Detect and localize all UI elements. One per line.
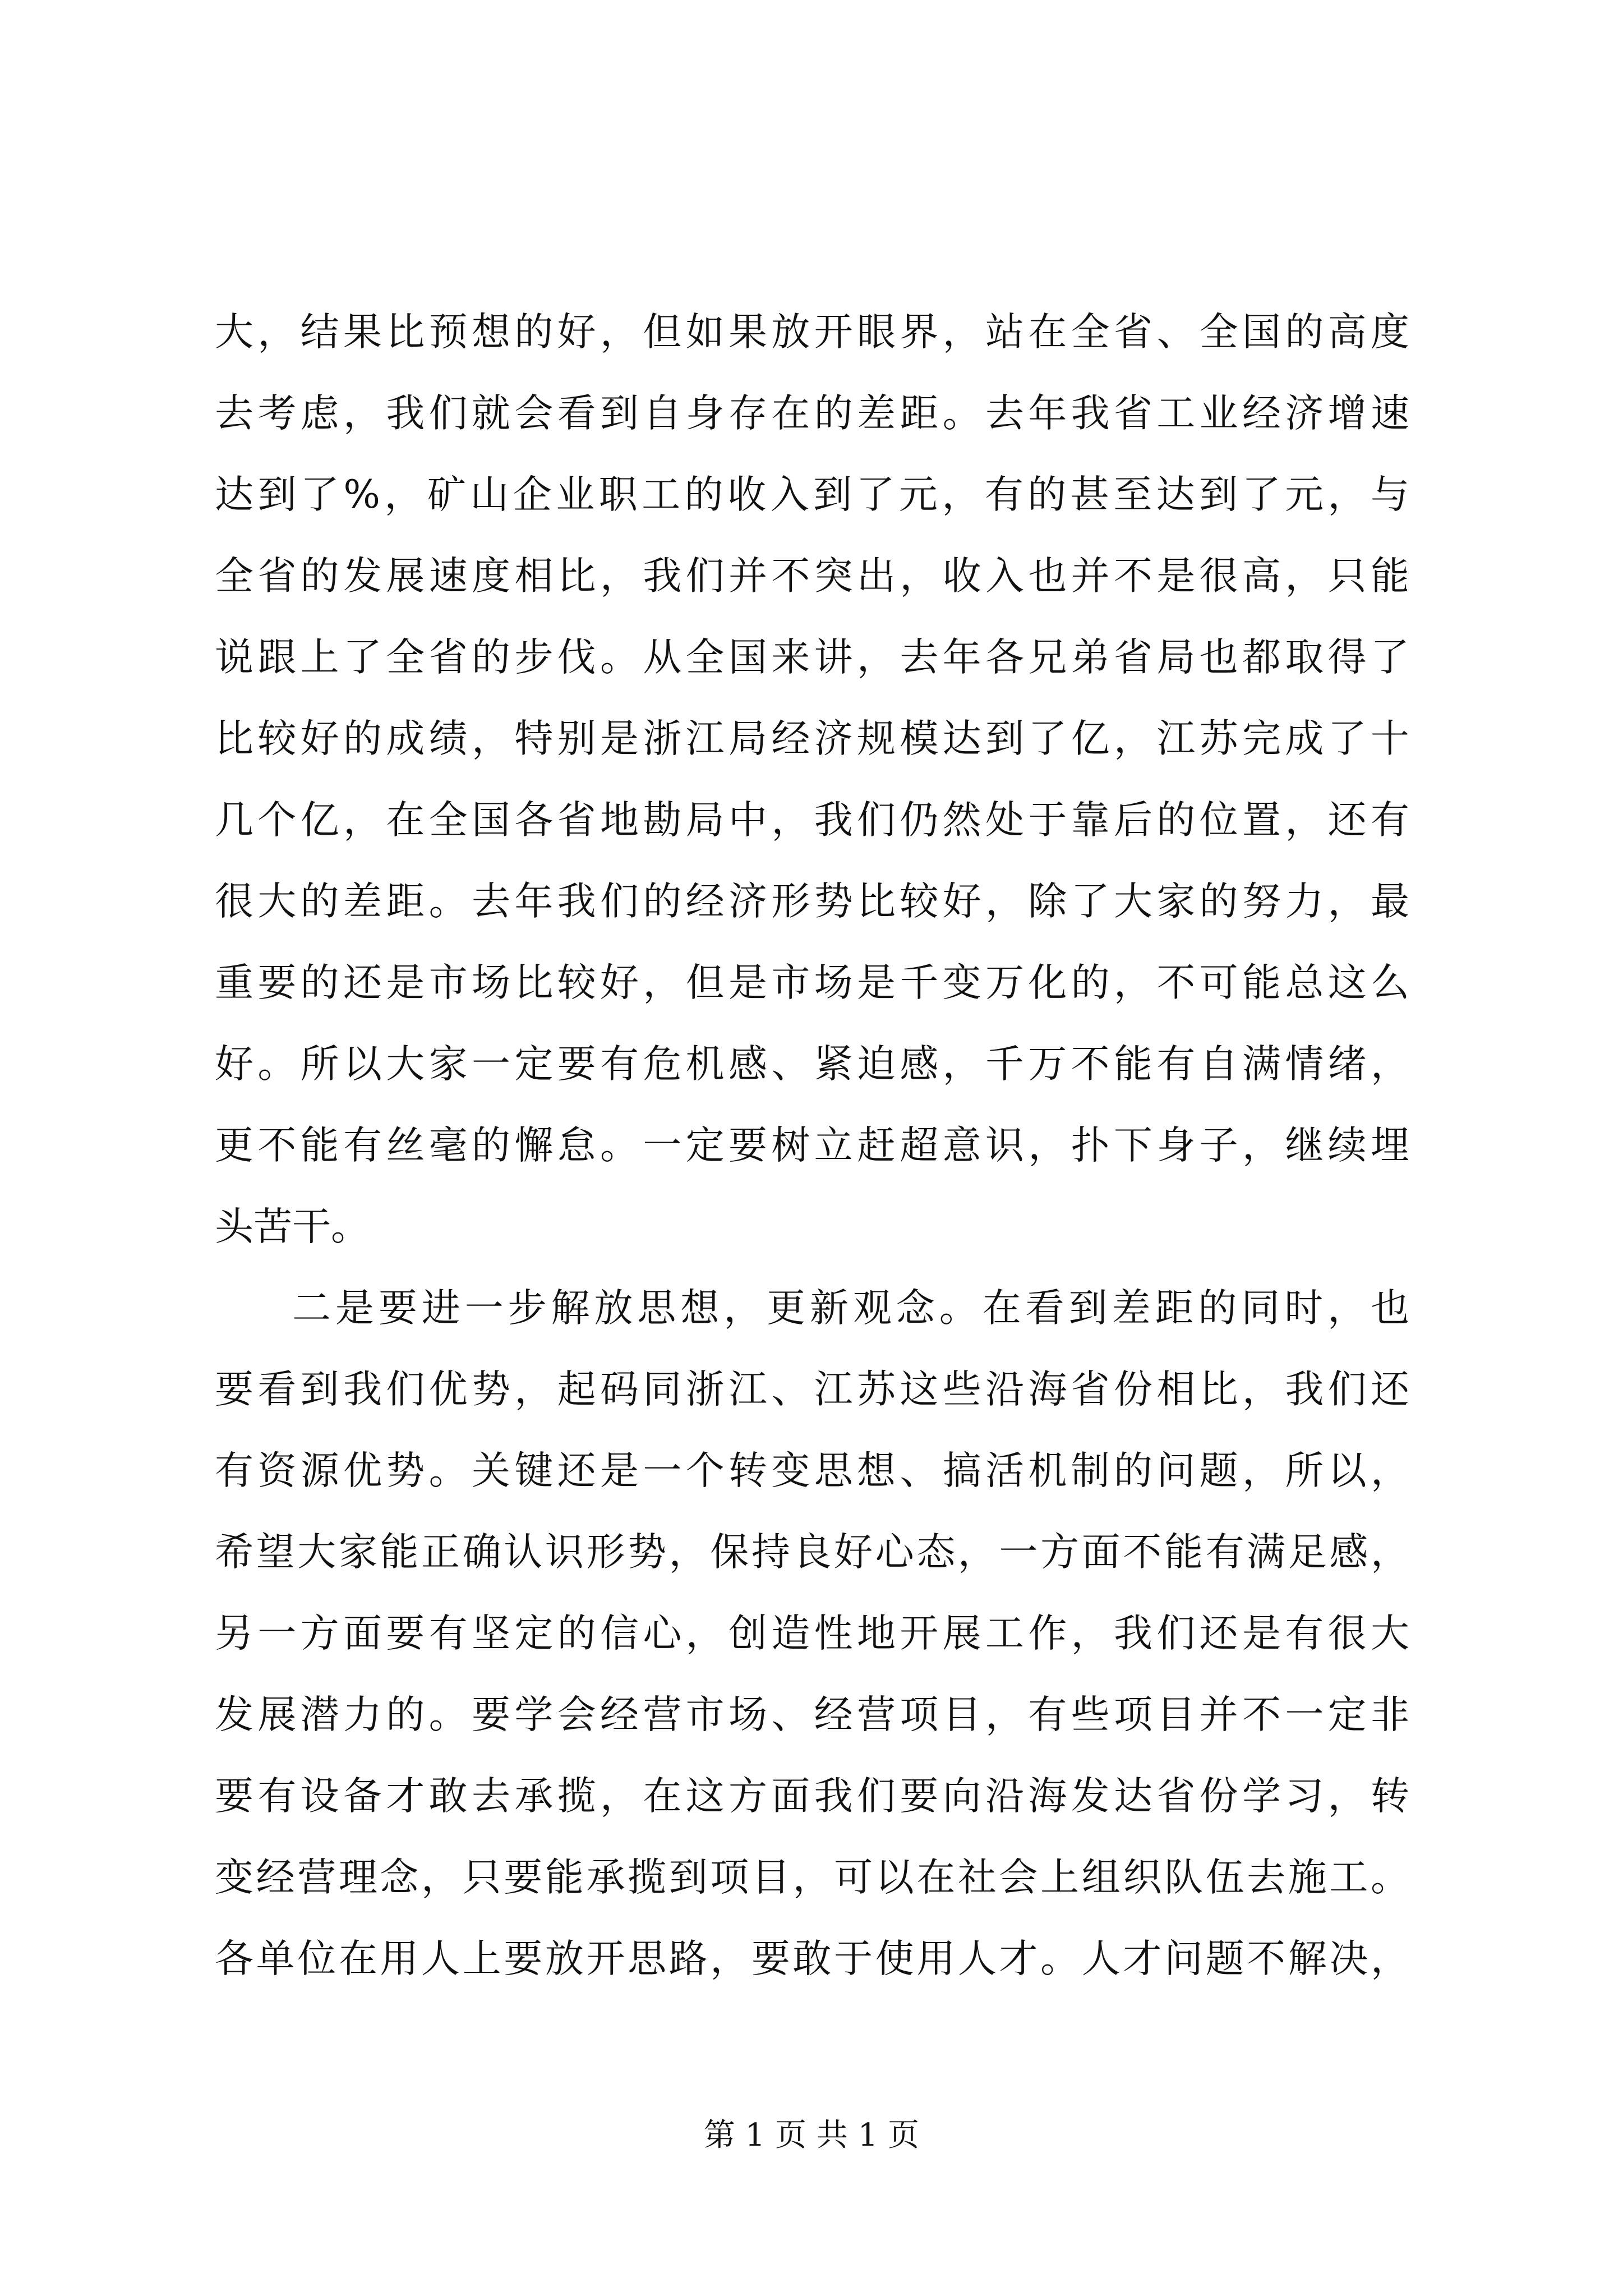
- text-line: 二是要进一步解放思想，更新观念。在看到差距的同时，也: [292, 1286, 1409, 1331]
- text-line: 大，结果比预想的好，但如果放开眼界，站在全省、全国的高度: [215, 310, 1409, 355]
- text-line: 更不能有丝毫的懈怠。一定要树立赶超意识，扑下身子，继续埋: [215, 1123, 1409, 1168]
- text-line: 变经营理念，只要能承揽到项目，可以在社会上组织队伍去施工。: [215, 1855, 1409, 1900]
- paragraph: [215, 292, 1409, 1268]
- text-line: 各单位在用人上要放开思路，要敢于使用人才。人才问题不解决，: [215, 1936, 1409, 1981]
- text-line: 比较好的成绩，特别是浙江局经济规模达到了亿，江苏完成了十: [215, 716, 1409, 761]
- text-line: 很大的差距。去年我们的经济形势比较好，除了大家的努力，最: [215, 879, 1409, 924]
- page-footer: [0, 2116, 1623, 2155]
- text-line: 几个亿，在全国各省地勘局中，我们仍然处于靠后的位置，还有: [215, 798, 1409, 843]
- text-line: 重要的还是市场比较好，但是市场是千变万化的，不可能总这么: [215, 960, 1409, 1005]
- paragraph: [215, 1268, 1409, 2000]
- text-line: 发展潜力的。要学会经营市场、经营项目，有些项目并不一定非: [215, 1692, 1409, 1737]
- text-line: 好。所以大家一定要有危机感、紧迫感，千万不能有自满情绪，: [215, 1042, 1409, 1087]
- text-line: 要看到我们优势，起码同浙江、江苏这些沿海省份相比，我们还: [215, 1367, 1409, 1412]
- text-line: 另一方面要有坚定的信心，创造性地开展工作，我们还是有很大: [215, 1611, 1409, 1656]
- text-line: 说跟上了全省的步伐。从全国来讲，去年各兄弟省局也都取得了: [215, 635, 1409, 680]
- text-line: 去考虑，我们就会看到自身存在的差距。去年我省工业经济增速: [215, 391, 1409, 436]
- page-number: 第 1 页 共 1 页: [703, 2117, 920, 2154]
- text-line: 全省的发展速度相比，我们并不突出，收入也并不是很高，只能: [215, 554, 1409, 599]
- text-line: 有资源优势。关键还是一个转变思想、搞活机制的问题，所以，: [215, 1448, 1409, 1493]
- text-line: 要有设备才敢去承揽，在这方面我们要向沿海发达省份学习，转: [215, 1774, 1409, 1819]
- text-line: 希望大家能正确认识形势，保持良好心态，一方面不能有满足感，: [215, 1530, 1409, 1575]
- body-text: [215, 292, 1409, 2000]
- text-line: 头苦干。: [215, 1204, 370, 1249]
- text-line: 达到了%，矿山企业职工的收入到了元，有的甚至达到了元，与: [215, 472, 1409, 517]
